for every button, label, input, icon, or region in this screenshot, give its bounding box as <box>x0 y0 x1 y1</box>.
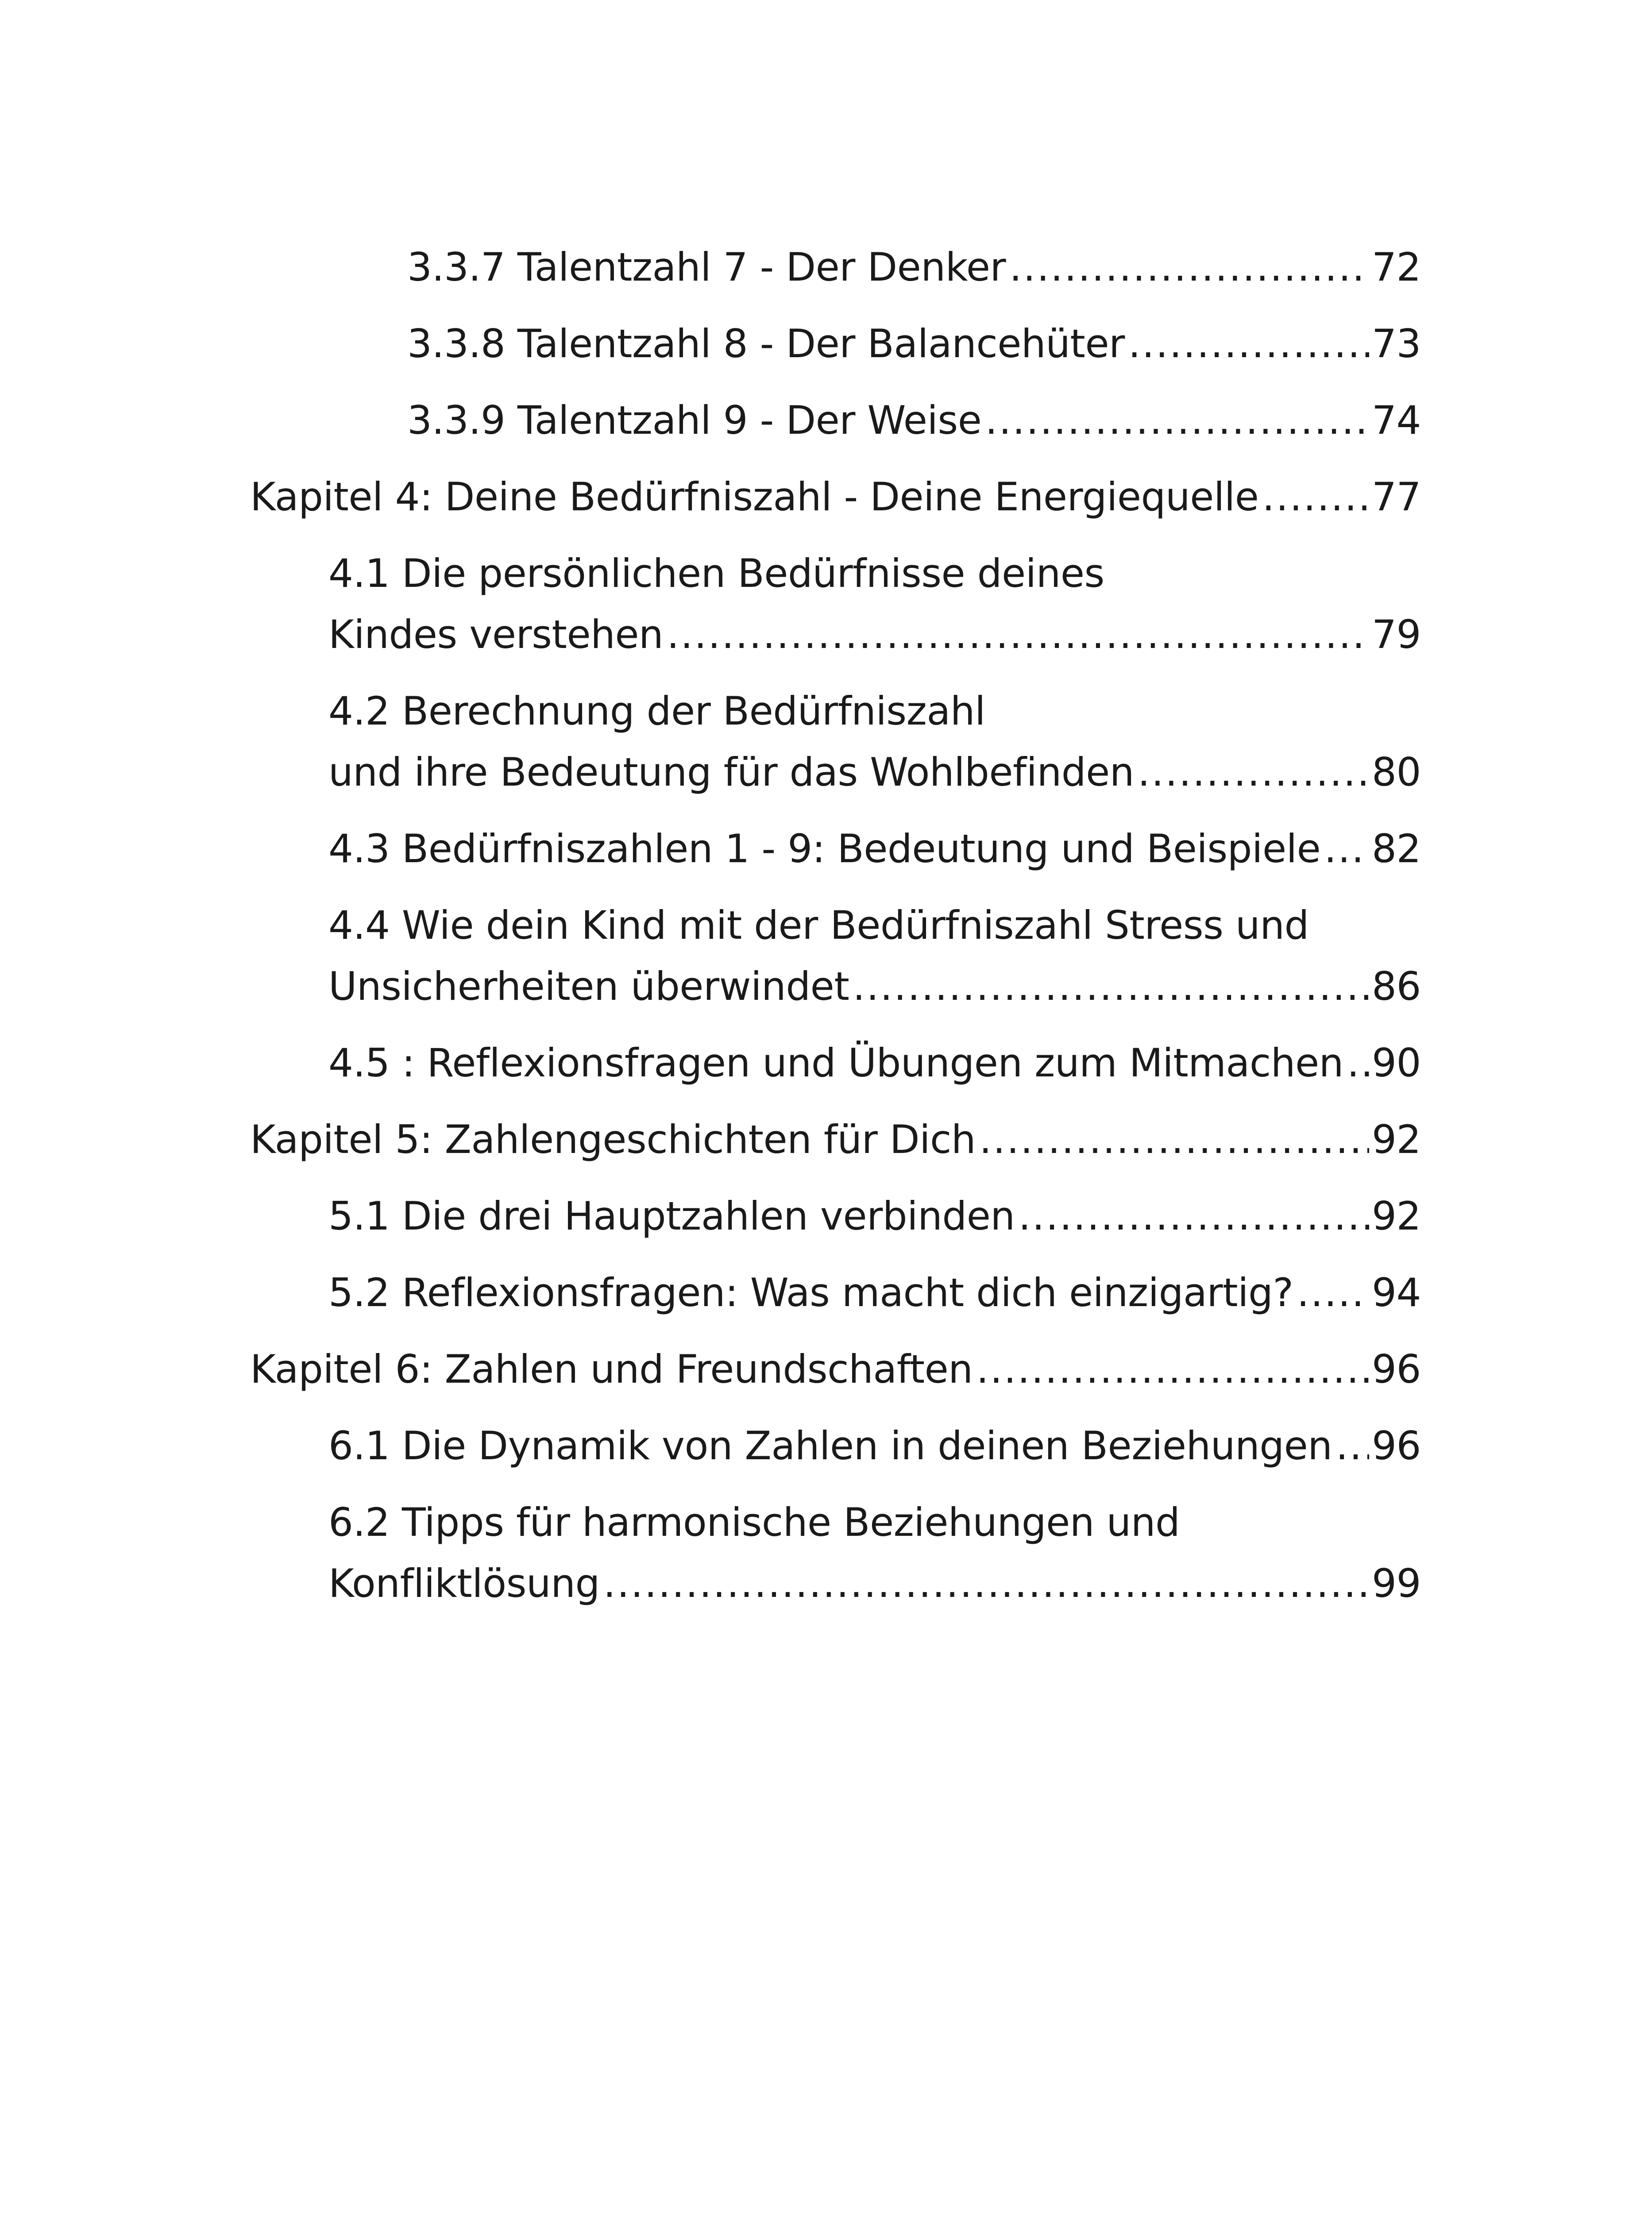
toc-entry-title: 6.1 Die Dynamik von Zahlen in deinen Beziehungen <box>328 1423 1332 1469</box>
dot-leader <box>977 1339 1369 1400</box>
toc-entry-title-line-1: 6.2 Tipps für harmonische Beziehungen und <box>328 1500 1180 1545</box>
toc-entry-title: 3.3.8 Talentzahl 8 - Der Balancehüter <box>407 321 1125 366</box>
toc-entry-page-number: 92 <box>1372 1117 1421 1162</box>
dot-leader <box>1019 1186 1369 1247</box>
toc-entry-4-3[interactable] <box>328 818 1421 879</box>
toc-entry-kapitel-4[interactable] <box>250 467 1421 528</box>
toc-entry-page-number: 82 <box>1372 826 1421 871</box>
toc-entry-4-1[interactable] <box>328 543 1421 665</box>
toc-entry-page-number: 99 <box>1372 1561 1421 1606</box>
dot-leader <box>667 604 1369 665</box>
toc-entry-page-number: 94 <box>1372 1270 1421 1315</box>
dot-leader <box>1138 742 1369 803</box>
toc-entry-title: 3.3.7 Talentzahl 7 - Der Denker <box>407 244 1006 290</box>
toc-entry-title-line-2: und ihre Bedeutung für das Wohlbefinden <box>328 749 1135 795</box>
toc-entry-title-line-2: Unsicherheiten überwindet <box>328 964 849 1009</box>
toc-entry-4-4[interactable] <box>328 895 1421 1017</box>
toc-entry-title: Kapitel 4: Deine Bedürfniszahl - Deine Energiequelle <box>250 474 1259 520</box>
dot-leader <box>979 1109 1369 1170</box>
toc-entry-page-number: 96 <box>1372 1423 1421 1469</box>
toc-entry-page-number: 80 <box>1372 749 1421 795</box>
toc-entry-page-number: 74 <box>1372 397 1421 443</box>
toc-entry-title-line-1: 4.2 Berechnung der Bedürfniszahl <box>328 688 985 734</box>
toc-entry-title: 3.3.9 Talentzahl 9 - Der Weise <box>407 397 982 443</box>
dot-leader <box>1347 1033 1369 1094</box>
toc-entry-page-number: 96 <box>1372 1346 1421 1392</box>
toc-entry-title: Kapitel 5: Zahlengeschichten für Dich <box>250 1117 976 1162</box>
dot-leader <box>1297 1262 1369 1323</box>
toc-entry-kapitel-6[interactable] <box>250 1339 1421 1400</box>
dot-leader <box>853 956 1369 1017</box>
toc-entry-3-3-7[interactable] <box>407 237 1421 298</box>
toc-entry-page-number: 77 <box>1372 474 1421 520</box>
toc-entry-kapitel-5[interactable] <box>250 1109 1421 1170</box>
toc-entry-title-line-2: Konfliktlösung <box>328 1561 600 1606</box>
toc-entry-title-line-1: 4.4 Wie dein Kind mit der Bedürfniszahl Stress und <box>328 902 1309 948</box>
dot-leader <box>1324 818 1369 879</box>
toc-entry-page-number: 90 <box>1372 1040 1421 1086</box>
toc-entry-page-number: 79 <box>1372 612 1421 657</box>
toc-entry-6-2[interactable] <box>328 1492 1421 1614</box>
toc-entry-page-number: 92 <box>1372 1193 1421 1239</box>
toc-entry-page-number: 86 <box>1372 964 1421 1009</box>
toc-entry-title: 5.1 Die drei Hauptzahlen verbinden <box>328 1193 1015 1239</box>
toc-entry-3-3-9[interactable] <box>407 390 1421 451</box>
dot-leader <box>1128 313 1369 374</box>
toc-entry-4-2[interactable] <box>328 681 1421 803</box>
dot-leader <box>985 390 1369 451</box>
toc-entry-title: Kapitel 6: Zahlen und Freundschaften <box>250 1346 973 1392</box>
toc-entry-3-3-8[interactable] <box>407 313 1421 374</box>
toc-entry-title: 5.2 Reflexionsfragen: Was macht dich einzigartig? <box>328 1270 1293 1315</box>
toc-entry-title-line-2: Kindes verstehen <box>328 612 664 657</box>
toc-entry-title: 4.3 Bedürfniszahlen 1 - 9: Bedeutung und Beispiele <box>328 826 1321 871</box>
toc-entry-5-2[interactable] <box>328 1262 1421 1323</box>
toc-entry-5-1[interactable] <box>328 1186 1421 1247</box>
dot-leader <box>1336 1415 1369 1477</box>
toc-entry-title: 4.5 : Reflexionsfragen und Übungen zum Mitmachen <box>328 1040 1343 1086</box>
toc-entry-title-line-1: 4.1 Die persönlichen Bedürfnisse deines <box>328 551 1104 596</box>
toc-entry-6-1[interactable] <box>328 1415 1421 1477</box>
dot-leader <box>603 1553 1369 1614</box>
dot-leader <box>1009 237 1369 298</box>
dot-leader <box>1262 467 1369 528</box>
toc-entry-4-5[interactable] <box>328 1033 1421 1094</box>
toc-entry-page-number: 73 <box>1372 321 1421 366</box>
toc-entry-page-number: 72 <box>1372 244 1421 290</box>
